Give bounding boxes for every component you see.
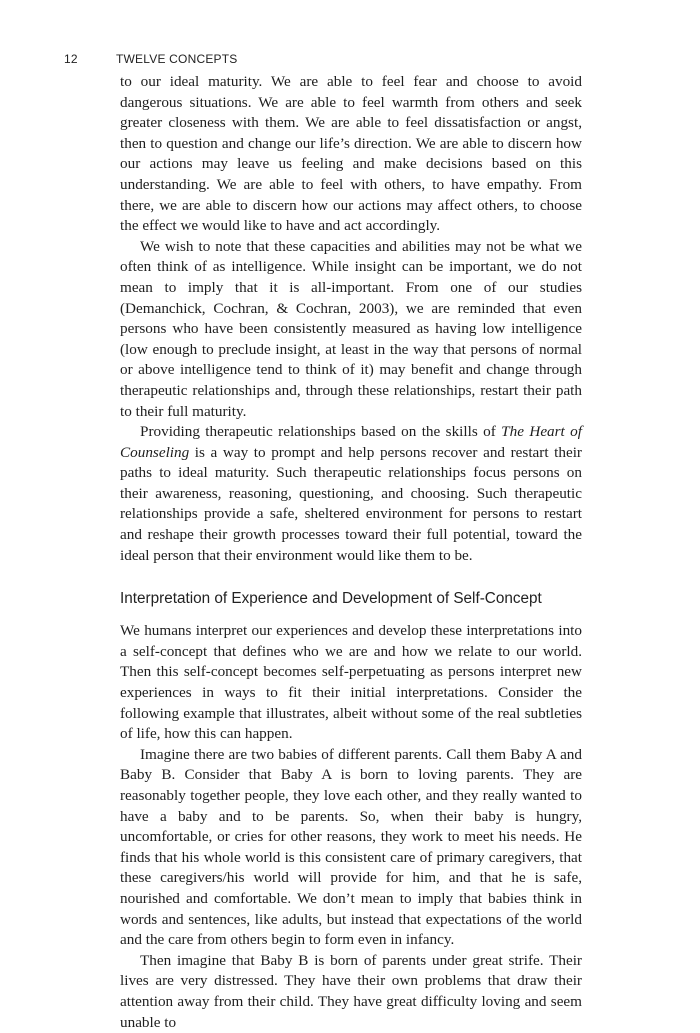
paragraph: We wish to note that these capacities and abilities may not be what we often think of as intelligence. While insight can be important, we do not mean to imply that it is all-important. From one of our studies (Demanchick, Cochran, & Cochran, 2003), we are reminded that even persons who have been consistently measured as having low intelligence (low enough to preclude insight, at least in the way that persons of normal or above intelligence tend to think of it) may benefit and change through therapeutic relationships and, through these relationships, restart their path to their full maturity. [120, 237, 582, 420]
page-number: 12 [64, 52, 78, 66]
section-heading: Interpretation of Experience and Development of Self-Concept [120, 590, 542, 608]
paragraph: Imagine there are two babies of different parents. Call them Baby A and Baby B. Consider that Baby A is born to loving parents. They are reasonably together people, they love each other, and they really wanted to have a baby and to be parents. So, when their baby is hungry, uncomfortable, or cries for other reasons, they work to meet his needs. He finds that his whole world is this consistent care of primary caregivers, that these caregivers/his world will provide for him, and that he is safe, nourished and comfortable. We don’t mean to imply that babies think in words and sentences, like adults, but instead that expectations of the world and the care from others begin to form even in infancy. [120, 745, 582, 949]
book-title-italic: The Heart of Counseling [120, 423, 582, 461]
paragraph-text: is a way to prompt and help persons recover and restart their paths to ideal maturity. Such therapeutic relationships focus persons on their awareness, reasoning, questioning, and choosing. Such therapeutic relationships provide a safe, sheltered environment for persons to restart and reshape their growth processes toward their full potential, toward the ideal person that their environment would like them to be. [120, 443, 582, 564]
paragraph: We humans interpret our experiences and develop these interpretations into a self-concept that defines who we are and how we relate to our world. Then this self-concept becomes self-perpetuating as persons interpret new experiences in ways to fit their initial interpretations. Consider the following example that illustrates, albeit without some of the real subtleties of life, how this can happen. [120, 622, 582, 743]
paragraph [120, 422, 582, 566]
paragraph: Then imagine that Baby B is born of parents under great strife. Their lives are very distressed. They have their own problems that draw their attention away from their child. They have great difficulty loving and seem unable to [120, 951, 582, 1031]
running-head-title: TWELVE CONCEPTS [116, 52, 238, 66]
running-head [64, 52, 237, 66]
paragraph-text: Providing therapeutic relationships based on the skills of [140, 423, 502, 441]
paragraph: to our ideal maturity. We are able to feel fear and choose to avoid dangerous situations. We are able to feel warmth from others and seek greater closeness with them. We are able to feel dissatisfaction or angst, then to question and change our life’s direction. We are able to discern how our actions may leave us feeling and make decisions based on this understanding. We are able to feel with others, to have empathy. From there, we are able to discern how our actions may affect others, to choose the effect we would like to have and act accordingly. [120, 73, 582, 235]
page-body [120, 72, 582, 1033]
